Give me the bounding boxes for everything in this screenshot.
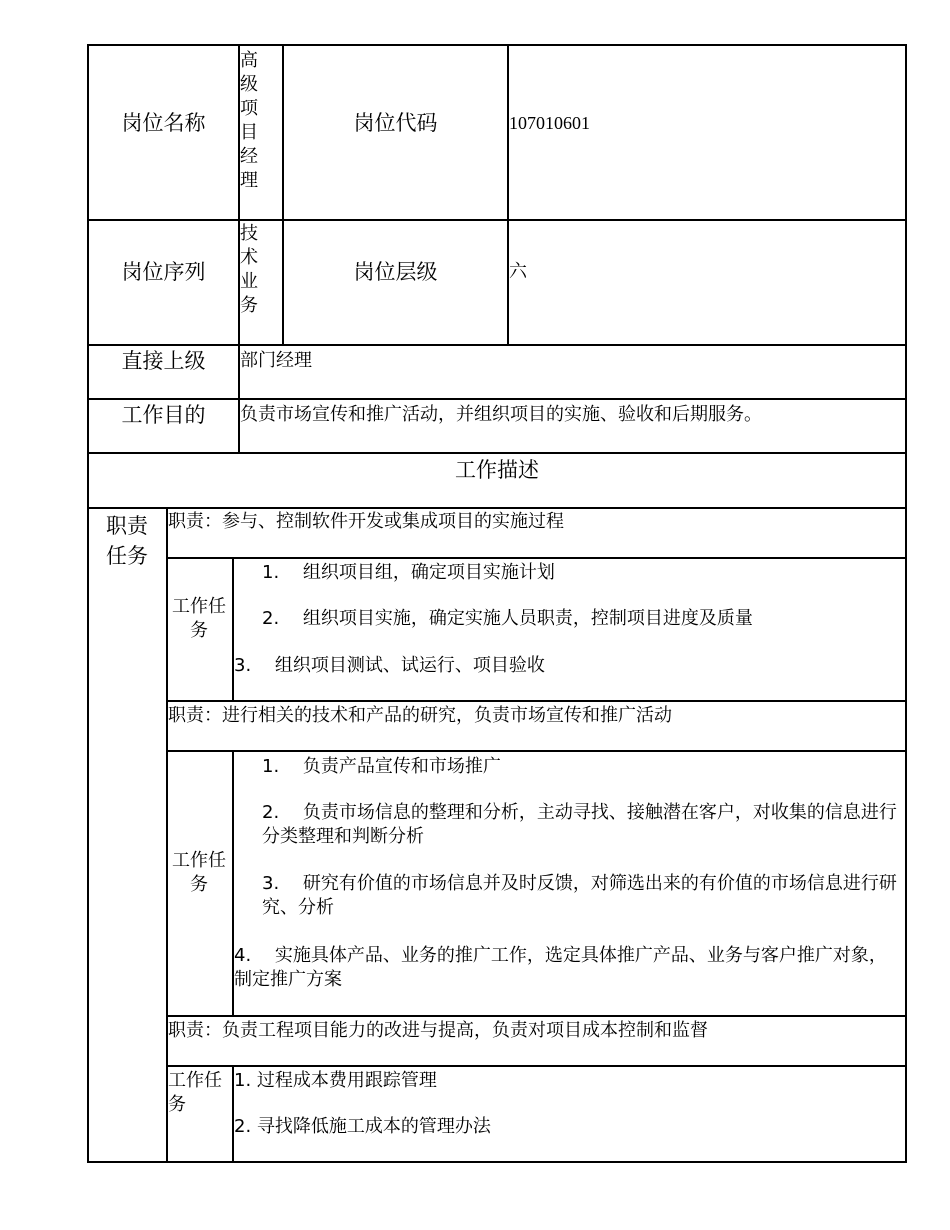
row-divider	[88, 507, 907, 509]
row-divider	[88, 344, 907, 346]
superior-label: 直接上级	[121, 349, 206, 373]
post-code-label: 岗位代码	[353, 111, 438, 135]
column-divider	[232, 557, 234, 702]
post-code-value: 107010601	[509, 113, 590, 133]
task-item: 3. 组织项目测试、试运行、项目验收	[234, 655, 545, 676]
row-divider	[167, 1065, 907, 1067]
post-name-value: 高级项目经理	[240, 50, 258, 191]
task-item: 1. 过程成本费用跟踪管理	[234, 1070, 437, 1091]
row-divider	[167, 557, 907, 559]
row-divider	[167, 750, 907, 752]
superior-value: 部门经理	[240, 350, 312, 371]
row-divider	[167, 1015, 907, 1017]
task-item: 1. 负责产品宣传和市场推广	[262, 756, 501, 777]
row-divider	[88, 452, 907, 454]
task-item: 3. 研究有价值的市场信息并及时反馈，对筛选出来的有价值的市场信息进行研究、分析	[262, 873, 897, 918]
post-level-value: 六	[509, 261, 527, 282]
column-divider	[282, 44, 284, 346]
post-sequence-value: 技术业务	[240, 223, 258, 316]
duty-title: 职责：负责工程项目能力的改进与提高，负责对项目成本控制和监督	[168, 1020, 708, 1041]
duties-side-label: 职责任务	[106, 514, 148, 568]
task-item: 1. 组织项目组，确定项目实施计划	[262, 562, 555, 583]
task-label: 工作任务	[168, 1070, 222, 1115]
post-sequence-label: 岗位序列	[121, 260, 206, 284]
task-item: 2. 负责市场信息的整理和分析，主动寻找、接触潜在客户，对收集的信息进行分类整理和判断分析	[262, 802, 897, 847]
task-item: 4. 实施具体产品、业务的推广工作，选定具体推广产品、业务与客户推广对象，制定推广方案	[234, 945, 887, 990]
section-title: 工作描述	[455, 458, 539, 482]
task-label: 工作任务	[172, 596, 226, 641]
duty-title: 职责：进行相关的技术和产品的研究，负责市场宣传和推广活动	[168, 705, 672, 726]
task-item: 2. 寻找降低施工成本的管理办法	[234, 1116, 491, 1137]
row-divider	[88, 398, 907, 400]
post-name-label: 岗位名称	[121, 111, 206, 135]
post-level-label: 岗位层级	[353, 260, 438, 284]
goal-label: 工作目的	[121, 403, 206, 427]
row-divider	[88, 219, 907, 221]
table-border-left	[87, 44, 89, 1163]
table-border-top	[88, 44, 907, 46]
duty-title: 职责：参与、控制软件开发或集成项目的实施过程	[168, 511, 564, 532]
table-border-right	[905, 44, 907, 1163]
goal-value: 负责市场宣传和推广活动，并组织项目的实施、验收和后期服务。	[240, 404, 762, 425]
column-divider	[507, 44, 509, 346]
table-border-bottom	[88, 1161, 907, 1163]
task-item: 2. 组织项目实施，确定实施人员职责，控制项目进度及质量	[262, 608, 753, 629]
row-divider	[167, 700, 907, 702]
task-label: 工作任务	[172, 850, 226, 895]
